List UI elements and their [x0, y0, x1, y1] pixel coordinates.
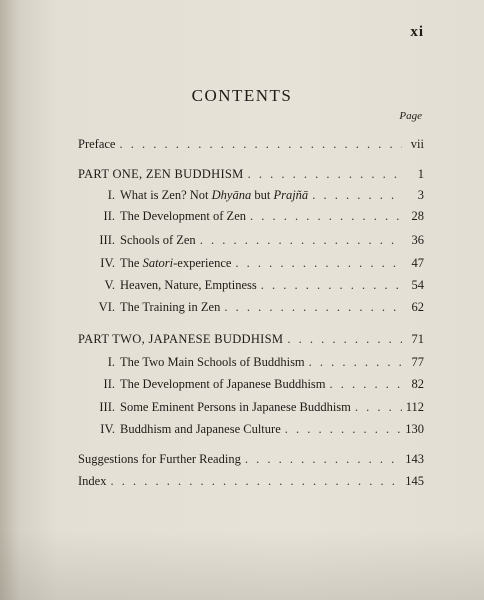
chapter-number: I. [107, 188, 115, 202]
dot-leader [248, 167, 402, 182]
dot-leader [235, 256, 402, 271]
chapter-number: II. [103, 377, 115, 391]
toc-chapter [78, 400, 424, 418]
toc-label: Some Eminent Persons in Japanese Buddhism [120, 400, 351, 414]
toc-page: 62 [411, 300, 424, 314]
toc-chapter [78, 233, 424, 251]
chapter-number: I. [107, 355, 115, 369]
toc-label: Suggestions for Further Reading [78, 452, 241, 466]
toc-chapter [78, 188, 424, 206]
dot-leader [355, 400, 402, 415]
dot-leader [309, 355, 402, 370]
dot-leader [330, 377, 402, 392]
toc-page: 1 [417, 167, 424, 181]
dot-leader [250, 209, 402, 224]
toc-label: Index [78, 474, 107, 488]
dot-leader [285, 422, 402, 437]
toc-part-one [78, 167, 424, 185]
toc-label: What is Zen? Not Dhyāna but Prajñā [120, 188, 309, 202]
toc-page: 3 [417, 188, 424, 202]
toc-page: 54 [411, 278, 424, 292]
toc-label: The Two Main Schools of Buddhism [120, 355, 305, 369]
page-shadow [0, 530, 484, 600]
toc-entry-preface [78, 137, 424, 155]
toc-part-two [78, 332, 424, 350]
toc-label: Buddhism and Japanese Culture [120, 422, 281, 436]
toc-page: 130 [405, 422, 424, 436]
dot-leader [110, 474, 401, 489]
toc-chapter [78, 377, 424, 395]
chapter-number: III. [99, 233, 115, 247]
dot-leader [312, 188, 402, 203]
toc-chapter [78, 256, 424, 274]
dot-leader [287, 332, 402, 347]
dot-leader [119, 137, 402, 152]
chapter-number: III. [99, 400, 115, 414]
toc-label: PART ONE, ZEN BUDDHISM [78, 167, 244, 181]
page-number: xi [410, 24, 424, 40]
chapter-number: VI. [98, 300, 115, 314]
toc-chapter [78, 209, 424, 227]
toc-label: The Satori-experience [120, 256, 232, 270]
dot-leader [245, 452, 401, 467]
toc-chapter [78, 355, 424, 373]
toc-page: 28 [411, 209, 424, 223]
toc-page: 82 [411, 377, 424, 391]
toc-entry-further-reading [78, 452, 424, 470]
contents-title: CONTENTS [191, 86, 293, 105]
chapter-number: V. [104, 278, 115, 292]
toc-page: 143 [405, 452, 424, 466]
toc-label: The Development of Zen [120, 209, 246, 223]
toc-chapter [78, 422, 424, 440]
toc-chapter [78, 278, 424, 296]
toc-label: The Development of Japanese Buddhism [120, 377, 326, 391]
chapter-number: IV. [100, 256, 115, 270]
toc-page: 71 [411, 332, 424, 346]
chapter-number: IV. [100, 422, 115, 436]
toc-page: 112 [405, 400, 424, 414]
toc-page: vii [410, 137, 424, 151]
toc-page: 77 [411, 355, 424, 369]
toc-label: PART TWO, JAPANESE BUDDHISM [78, 332, 284, 346]
chapter-number: II. [103, 209, 115, 223]
toc-page: 47 [411, 256, 424, 270]
toc-chapter [78, 300, 424, 318]
page-column-label: Page [399, 110, 422, 122]
toc-label: Schools of Zen [120, 233, 196, 247]
toc-label: Preface [78, 137, 116, 151]
toc-page: 145 [405, 474, 424, 488]
toc-label: The Training in Zen [120, 300, 221, 314]
toc-entry-index [78, 474, 424, 492]
dot-leader [261, 278, 402, 293]
toc-page: 36 [411, 233, 424, 247]
toc-label: Heaven, Nature, Emptiness [120, 278, 257, 292]
dot-leader [200, 233, 402, 248]
dot-leader [224, 300, 402, 315]
